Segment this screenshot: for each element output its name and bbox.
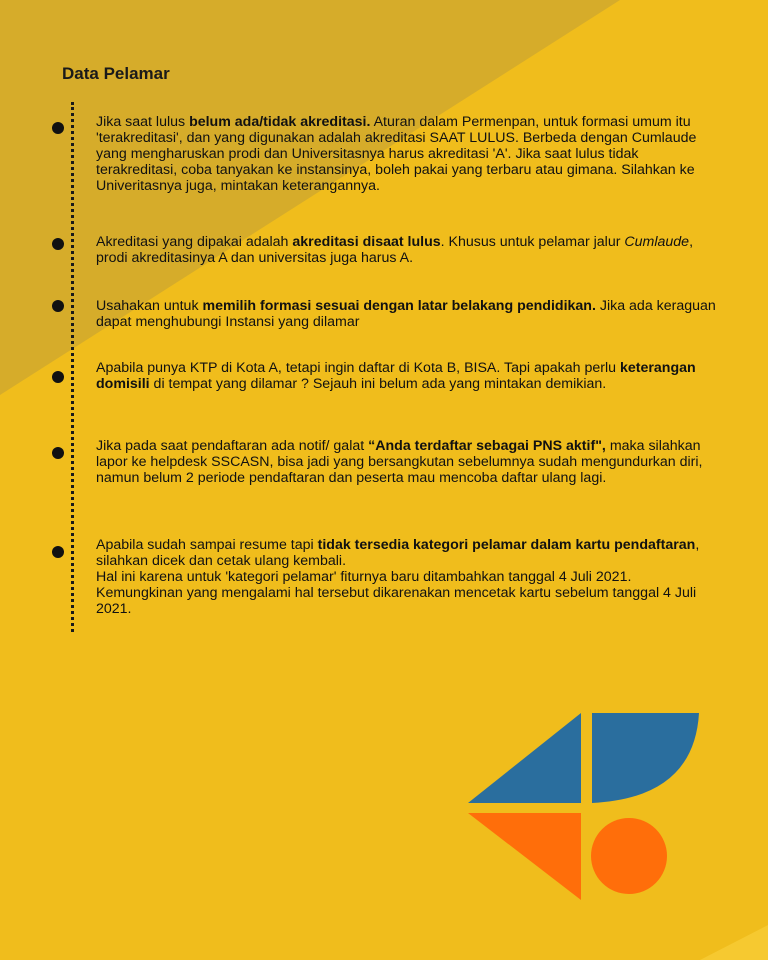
bold-text: “Anda terdaftar sebagai PNS aktif", (368, 438, 606, 454)
list-item (96, 360, 716, 392)
bold-text: belum ada/tidak akreditasi. (189, 114, 371, 130)
list-item (96, 298, 716, 330)
bold-text: memilih formasi sesuai dengan latar belakang pendidikan. (202, 298, 596, 314)
page-title: Data Pelamar (62, 64, 170, 83)
bold-text: tidak tersedia kategori pelamar dalam kartu pendaftaran (317, 537, 696, 553)
text-span: Apabila sudah sampai resume tapi (96, 537, 318, 553)
logo-mark-icon (468, 713, 703, 903)
timeline-line (71, 102, 74, 632)
bold-text: akreditasi disaat lulus (292, 234, 441, 250)
list-item (96, 234, 716, 266)
list-item (96, 438, 716, 486)
text-span: Jika ada keraguan dapat menghubungi Instansi yang dilamar (96, 298, 716, 330)
text-span: Jika pada saat pendaftaran ada notif/ galat (96, 438, 369, 454)
timeline-dot-icon (52, 546, 64, 558)
timeline-dot-icon (52, 300, 64, 312)
text-span: , prodi akreditasinya A dan universitas juga harus A. (96, 234, 694, 266)
text-span: Hal ini karena untuk 'kategori pelamar' fiturnya baru ditambahkan tanggal 4 Juli 2021. Kemungkinan yang mengalami hal tersebut dikarenakan mencetak kartu sebelum tanggal 4 Juli 2021. (96, 569, 697, 617)
text-span: Jika saat lulus (96, 114, 190, 130)
timeline-dot-icon (52, 122, 64, 134)
text-span: . Khusus untuk pelamar jalur (440, 234, 625, 250)
list-item (96, 537, 716, 617)
list-item (96, 114, 716, 194)
timeline-dot-icon (52, 447, 64, 459)
text-span: , silahkan dicek dan cetak ulang kembali. (96, 537, 700, 569)
timeline-dot-icon (52, 371, 64, 383)
text-span: di tempat yang dilamar ? Sejauh ini belum ada yang mintakan demikian. (149, 376, 607, 392)
bold-text: keterangan domisili (96, 360, 696, 392)
text-span: Akreditasi yang dipakai adalah (96, 234, 293, 250)
timeline-dot-icon (52, 238, 64, 250)
text-span: maka silahkan lapor ke helpdesk SSCASN, bisa jadi yang bersangkutan sebelumnya sudah mengundurkan diri, namun belum 2 periode pendaftaran dan peserta mau mencoba daftar ulang lagi. (96, 438, 703, 486)
text-span: Apabila punya KTP di Kota A, tetapi ingin daftar di Kota B, BISA. Tapi apakah perlu (96, 360, 620, 376)
text-span: Aturan dalam Permenpan, untuk formasi umum itu 'terakreditasi', dan yang digunakan adalah akreditasi SAAT LULUS. Berbeda dengan Cumlaude yang mengharuskan prodi dan Universitasnya harus akreditasi 'A'. Jika saat lulus tidak terakreditasi, coba tanyakan ke instansinya, boleh pakai yang terbaru atau gimana. Silahkan ke Univeritasnya juga, mintakan keterangannya. (96, 114, 697, 194)
text-span: Usahakan untuk (96, 298, 203, 314)
italic-text: Cumlaude (624, 234, 690, 250)
